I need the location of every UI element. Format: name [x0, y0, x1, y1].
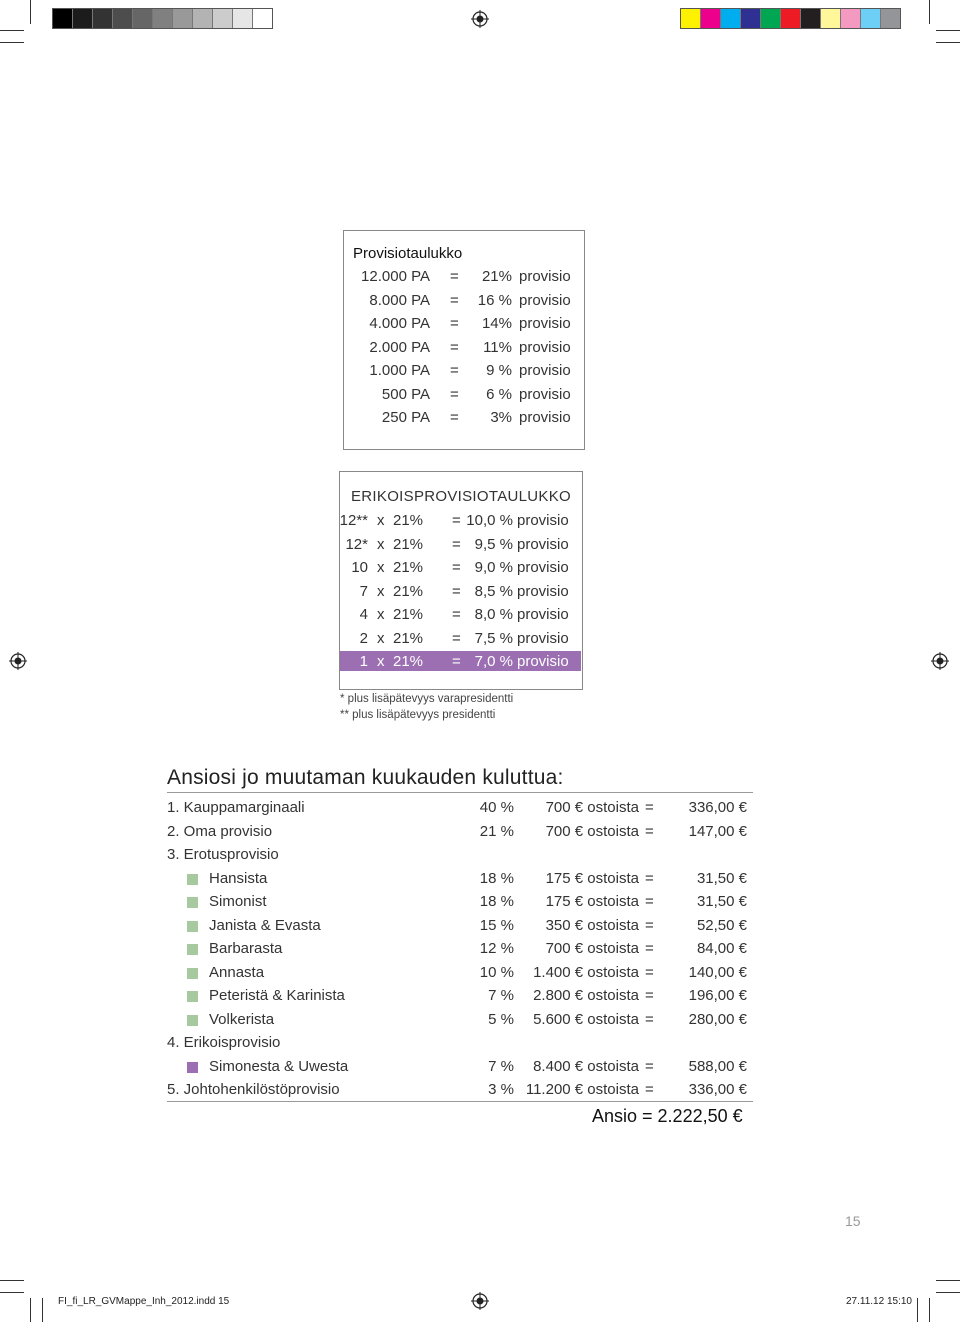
equals-sign: = [645, 1010, 654, 1028]
color-swatch [193, 9, 213, 28]
row-percent: 5 % [488, 1010, 514, 1028]
color-swatch [721, 9, 741, 28]
row-amount: 11.200 € ostoista [525, 1081, 639, 1098]
base-percent: 21% [393, 512, 424, 529]
row-percent: 10 % [479, 963, 514, 981]
row-amount: 700 € ostoista [545, 799, 639, 816]
multiplier: 10 [351, 559, 368, 576]
provisio-label: provisio [519, 268, 571, 285]
equals-sign: = [645, 940, 654, 957]
row-label: 1. Kauppamarginaali [167, 799, 305, 816]
provisio-label: provisio [517, 653, 569, 670]
base-percent: 21% [393, 559, 424, 576]
crop-mark [936, 30, 960, 31]
provisio-label: provisio [519, 362, 571, 379]
crop-mark [917, 1298, 918, 1322]
row-label: Peteristä & Karinista [209, 987, 345, 1004]
bullet-square-icon [187, 944, 198, 955]
bullet-square-icon [187, 1062, 198, 1073]
row-amount: 8.400 € ostoista [533, 1057, 639, 1075]
bullet-square-icon [187, 921, 198, 932]
provisio-label: provisio [519, 385, 571, 403]
equals-sign: = [452, 512, 461, 529]
example-heading: Ansiosi jo muutaman kuukauden kuluttua: [167, 766, 564, 789]
row-label: 4. Erikoisprovisio [167, 1034, 281, 1051]
file-slug: FI_fi_LR_GVMappe_Inh_2012.indd 15 [58, 1296, 230, 1307]
provisio-label: provisio [519, 338, 571, 356]
equals-sign: = [645, 916, 654, 934]
row-amount: 700 € ostoista [545, 822, 639, 840]
equals-sign: = [450, 315, 459, 332]
result-percent: 7,5 % [474, 629, 513, 647]
equals-sign: = [452, 582, 461, 600]
page-number: 15 [845, 1213, 861, 1229]
crop-mark [929, 0, 930, 24]
pa-value: 1.000 PA [369, 362, 430, 379]
row-amount: 175 € ostoista [545, 893, 639, 910]
row-result: 336,00 € [688, 799, 747, 816]
date-slug: 27.11.12 15:10 [846, 1296, 912, 1307]
grayscale-color-bar [52, 8, 273, 29]
row-result: 196,00 € [688, 987, 747, 1004]
percent-value: 11% [483, 338, 512, 356]
registration-mark-icon [931, 652, 949, 670]
equals-sign: = [645, 987, 654, 1004]
color-swatch [841, 9, 861, 28]
equals-sign: = [450, 362, 459, 379]
percent-value: 21% [481, 268, 512, 285]
color-swatch [233, 9, 253, 28]
row-result: 140,00 € [688, 963, 747, 981]
equals-sign: = [452, 535, 461, 553]
result-percent: 9,5 % [474, 535, 513, 553]
row-percent: 7 % [488, 987, 514, 1004]
equals-sign: = [452, 559, 461, 576]
provisio-label: provisio [519, 315, 571, 332]
result-percent: 7,0 % [474, 653, 513, 670]
percent-value: 16 % [477, 291, 512, 309]
row-result: 588,00 € [688, 1057, 747, 1075]
color-swatch [681, 9, 701, 28]
equals-sign: = [645, 799, 654, 816]
row-amount: 1.400 € ostoista [533, 963, 639, 981]
crop-mark [30, 0, 31, 24]
bullet-square-icon [187, 968, 198, 979]
row-percent: 18 % [479, 893, 514, 910]
row-percent: 7 % [488, 1057, 514, 1075]
registration-mark-icon [471, 10, 489, 28]
row-amount: 175 € ostoista [545, 869, 639, 887]
equals-sign: = [450, 268, 459, 285]
pa-value: 500 PA [381, 385, 430, 403]
row-result: 31,50 € [696, 893, 747, 910]
registration-mark-icon [471, 1292, 489, 1310]
row-label: 5. Johtohenkilöstöprovisio [167, 1081, 340, 1098]
crop-mark [936, 1292, 960, 1293]
color-swatch [741, 9, 761, 28]
multiplier: 7 [359, 582, 368, 600]
total-earnings: Ansio = 2.222,50 € [592, 1106, 743, 1126]
row-percent: 40 % [479, 799, 514, 816]
color-swatch [73, 9, 93, 28]
pa-value: 2.000 PA [369, 338, 430, 356]
provisio-label: provisio [519, 291, 571, 309]
result-percent: 10,0 % [466, 512, 513, 529]
provisio-table-title: Provisiotaulukko [353, 245, 463, 262]
crop-mark [0, 1280, 24, 1281]
process-color-bar [680, 8, 901, 29]
times-sign: x [377, 535, 385, 553]
base-percent: 21% [393, 582, 424, 600]
provisio-label: provisio [517, 535, 569, 553]
equals-sign: = [450, 338, 459, 356]
base-percent: 21% [393, 629, 424, 647]
color-swatch [761, 9, 781, 28]
crop-mark [42, 1298, 43, 1322]
row-percent: 15 % [479, 916, 514, 934]
row-result: 280,00 € [688, 1010, 747, 1028]
equals-sign: = [645, 893, 654, 910]
equals-sign: = [645, 963, 654, 981]
pa-value: 12.000 PA [361, 268, 430, 285]
multiplier: 12* [345, 535, 368, 553]
bullet-square-icon [187, 991, 198, 1002]
color-swatch [881, 9, 900, 28]
color-swatch [133, 9, 153, 28]
row-label: Hansista [209, 869, 268, 887]
color-swatch [93, 9, 113, 28]
multiplier: 2 [359, 629, 368, 647]
color-swatch [701, 9, 721, 28]
row-result: 147,00 € [688, 822, 747, 840]
row-result: 31,50 € [696, 869, 747, 887]
footnote-vice-president: * plus lisäpätevyys varapresidentti [340, 693, 514, 705]
special-table-title: ERIKOISPROVISIOTAULUKKO [351, 488, 572, 505]
footnote-president: ** plus lisäpätevyys presidentti [340, 709, 496, 721]
result-percent: 9,0 % [474, 559, 513, 576]
row-amount: 2.800 € ostoista [533, 987, 639, 1004]
color-swatch [781, 9, 801, 28]
equals-sign: = [450, 409, 459, 426]
provisio-label: provisio [517, 582, 569, 600]
percent-value: 14% [481, 315, 512, 332]
color-swatch [153, 9, 173, 28]
row-label: Janista & Evasta [209, 916, 321, 934]
percent-value: 9 % [486, 362, 512, 379]
row-result: 84,00 € [696, 940, 747, 957]
result-percent: 8,0 % [474, 606, 513, 623]
provisio-label: provisio [519, 409, 571, 426]
pa-value: 250 PA [381, 409, 430, 426]
base-percent: 21% [393, 653, 424, 670]
row-percent: 18 % [479, 869, 514, 887]
crop-mark [936, 42, 960, 43]
color-swatch [821, 9, 841, 28]
row-amount: 5.600 € ostoista [533, 1010, 639, 1028]
row-percent: 12 % [479, 940, 514, 957]
color-swatch [53, 9, 73, 28]
multiplier: 12** [339, 512, 368, 529]
row-label: Barbarasta [209, 940, 283, 957]
equals-sign: = [645, 1081, 654, 1098]
crop-mark [929, 1298, 930, 1322]
equals-sign: = [450, 291, 459, 309]
times-sign: x [377, 606, 385, 623]
pa-value: 4.000 PA [369, 315, 430, 332]
provisio-label: provisio [517, 559, 569, 576]
row-label: 3. Erotusprovisio [167, 846, 279, 863]
bullet-square-icon [187, 1015, 198, 1026]
equals-sign: = [450, 385, 459, 403]
color-swatch [253, 9, 272, 28]
row-amount: 350 € ostoista [545, 916, 639, 934]
crop-mark [0, 1292, 24, 1293]
times-sign: x [377, 559, 385, 576]
provisio-label: provisio [517, 606, 569, 623]
provisio-label: provisio [517, 629, 569, 647]
base-percent: 21% [393, 606, 424, 623]
color-swatch [861, 9, 881, 28]
bottom-divider [167, 1101, 753, 1102]
row-result: 52,50 € [696, 916, 747, 934]
multiplier: 4 [359, 606, 368, 623]
registration-mark-icon [9, 652, 27, 670]
bullet-square-icon [187, 874, 198, 885]
result-percent: 8,5 % [474, 582, 513, 600]
equals-sign: = [645, 869, 654, 887]
times-sign: x [377, 653, 385, 670]
row-percent: 3 % [488, 1081, 514, 1098]
row-label: Volkerista [209, 1010, 275, 1028]
crop-mark [30, 1298, 31, 1322]
color-swatch [801, 9, 821, 28]
row-label: Annasta [209, 963, 265, 981]
multiplier: 1 [359, 653, 368, 670]
row-percent: 21 % [479, 822, 514, 840]
crop-mark [0, 30, 24, 31]
equals-sign: = [645, 822, 654, 840]
crop-mark [0, 42, 24, 43]
row-label: 2. Oma provisio [167, 822, 273, 840]
percent-value: 3% [490, 409, 512, 426]
equals-sign: = [452, 606, 461, 623]
equals-sign: = [645, 1057, 654, 1075]
color-swatch [113, 9, 133, 28]
equals-sign: = [452, 629, 461, 647]
row-label: Simonist [209, 893, 267, 910]
times-sign: x [377, 629, 385, 647]
row-label: Simonesta & Uwesta [209, 1057, 349, 1075]
bullet-square-icon [187, 897, 198, 908]
color-swatch [213, 9, 233, 28]
top-divider [167, 792, 753, 793]
crop-mark [936, 1280, 960, 1281]
row-amount: 700 € ostoista [545, 940, 639, 957]
provisio-label: provisio [517, 512, 569, 529]
row-result: 336,00 € [688, 1081, 747, 1098]
base-percent: 21% [393, 535, 424, 553]
times-sign: x [377, 512, 385, 529]
times-sign: x [377, 582, 385, 600]
percent-value: 6 % [486, 385, 512, 403]
color-swatch [173, 9, 193, 28]
pa-value: 8.000 PA [369, 291, 430, 309]
equals-sign: = [452, 653, 461, 670]
